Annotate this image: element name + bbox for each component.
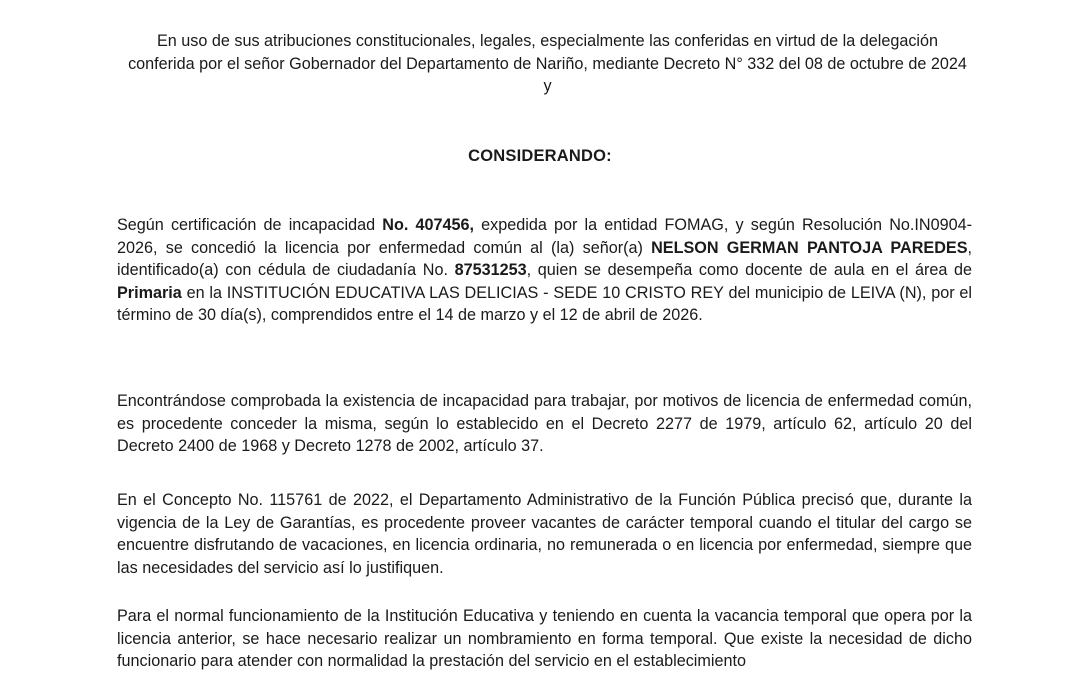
considerando-heading: CONSIDERANDO: [468,147,612,165]
p1-text-4: , quien se desempeña como docente de aula en el área de [526,261,972,279]
paragraph-legal-basis: Encontrándose comprobada la existencia de incapacidad para trabajar, por motivos de licencia de enfermedad común, es procedente conceder la misma, según lo establecido en el Decreto 2277 de 1979, artículo 62, artículo 20 del Decreto 2400 de 1968 y Decreto 1278 de 2002, artículo 37. [117,392,972,455]
p1-text-3: , identificado(a) con cédula de ciudadanía No. [117,238,972,279]
certificate-number: No. 407456, [382,216,474,234]
paragraph-temporary-appointment: Para el normal funcionamiento de la Institución Educativa y teniendo en cuenta la vacancia temporal que opera por la licencia anterior, se hace necesario realizar un nombramiento en forma temporal. Que existe la necesidad de dicho funcionario para atender con normalidad la prestación del servicio en el establecimiento [117,607,972,670]
intro-paragraph: En uso de sus atribuciones constitucionales, legales, especialmente las conferidas en virtud de la delegación conferida por el señor Gobernador del Departamento de Nariño, mediante Decreto N° 332 del 08 de octubre de 2024 y [128,32,967,95]
p1-text-2: expedida por la entidad FOMAG, y según Resolución No.IN0904-2026, se concedió la licencia por enfermedad común al (la) señor(a) [117,216,972,257]
employee-name: NELSON GERMAN PANTOJA PAREDES [651,238,968,257]
id-number: 87531253 [454,261,527,279]
paragraph-concept-reference: En el Concepto No. 115761 de 2022, el Departamento Administrativo de la Función Pública precisó que, durante la vigencia de la Ley de Garantías, es procedente proveer vacantes de carácter temporal cuando el titular del cargo se encuentre disfrutando de vacaciones, en licencia ordinaria, no remunerada o en licencia por enfermedad, siempre que las necesidades del servicio así lo justifiquen. [117,491,972,577]
teaching-area: Primaria [117,283,182,302]
p1-text-1: Según certificación de incapacidad [117,216,383,234]
p1-text-5: en la INSTITUCIÓN EDUCATIVA LAS DELICIAS - SEDE 10 CRISTO REY del municipio de LEIVA (N), por el término de 30 día(s), comprendidos entre el 14 de marzo y el 12 de abril de 2026. [117,283,972,324]
paragraph-incapacity-certification [117,214,972,327]
